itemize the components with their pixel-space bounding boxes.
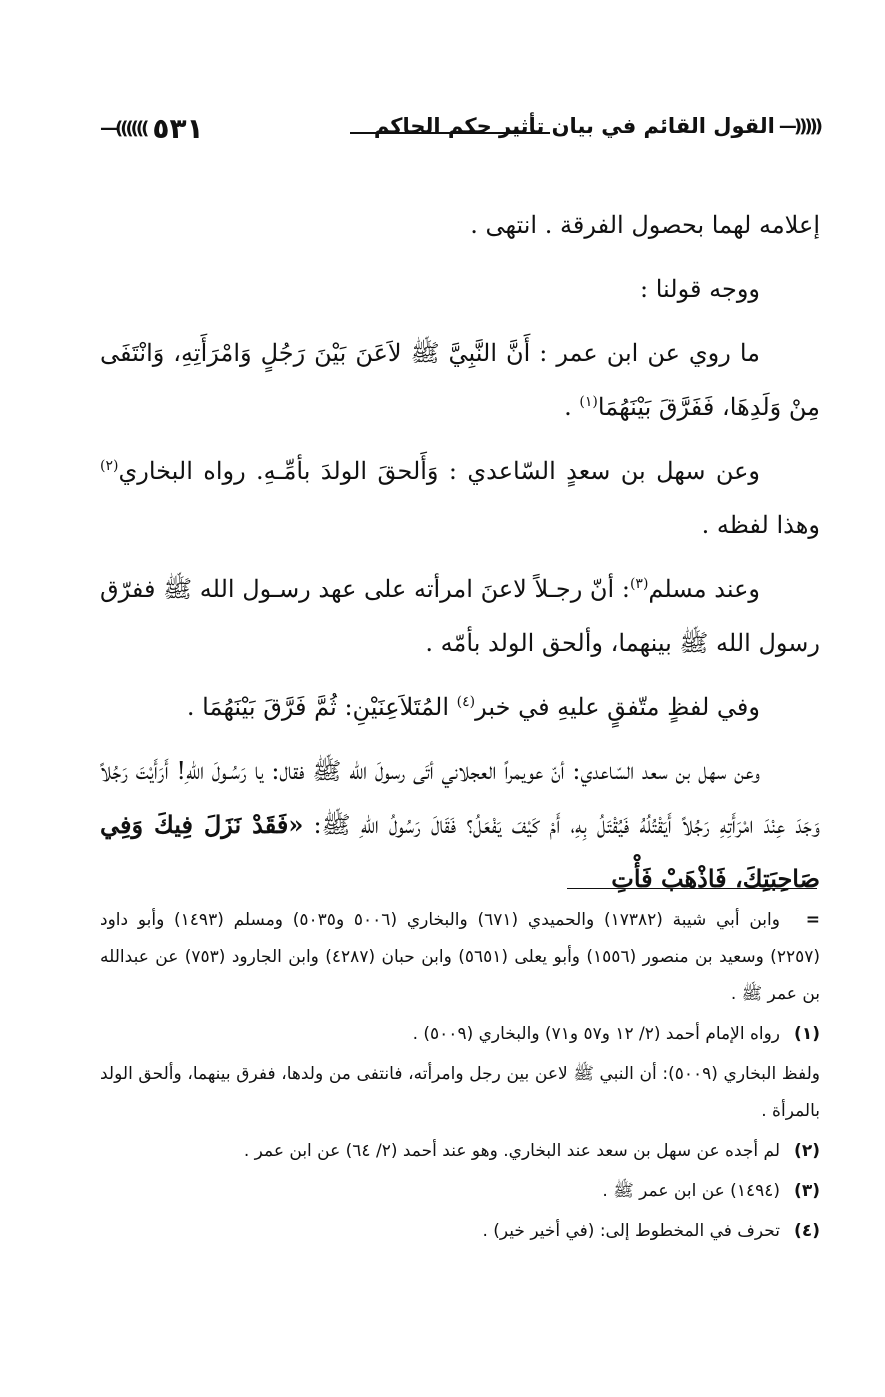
paragraph-7-text: وعن سهل بن سعد السّاعدي: أنّ عويمراً العجلاني أتَى رسولَ الله ﷺ فقال: يا رَسُـولَ اللهِ! أَرَأَيْتَ رَجُلاً وَجَدَ عِنْدَ امْرَأَتِهِ رَجُلاً أَيَقْتُلُهُ فَيُقْتَلُ بِهِ، أَمْ كَيْفَ يَفْعَلُ؟ فَقَالَ رَسُولُ اللهِ ﷺ: [100,757,820,839]
paragraph-6 [100,680,820,734]
footnote-marker-2: (٢) [794,1141,820,1161]
footnote-2 [100,1133,820,1170]
book-title-group [374,114,820,138]
footnote-1-continued: ولفظ البخاري (٥٠٠٩): أن النبي ﷺ لاعن بين رجل وامرأته، فانتفى من ولدها، ففرق بينهما، وألحق الولد بالمرأة . [100,1064,820,1121]
footnote-separator [567,888,817,889]
running-header [100,112,820,152]
footnote-marker-continuation: = [805,910,820,930]
header-ornament-right: (((((— [778,115,820,137]
paragraph-4-end: وهذا لفظه . [701,511,820,539]
footnote-3-text: (١٤٩٤) عن ابن عمر ﷺ . [602,1181,780,1201]
page-number-group [100,112,204,145]
footnote-ref-4: (٤) [456,694,476,710]
footnote-3 [100,1173,820,1210]
footnote-marker-1: (١) [794,1024,820,1044]
footnote-1-text: رواه الإمام أحمد (٢/ ١٢ و٥٧ و٧١) والبخاري (٥٠٠٩) . [412,1024,780,1044]
footnote-ref-1: (١) [579,394,598,410]
paragraph-6-end: المُتَلاَعِنَيْنِ: ثُمَّ فَرَّقَ بَيْنَهُمَا . [186,693,457,721]
paragraph-1: إعلامه لهما بحصول الفرقة . انتهى . [470,211,820,239]
book-title: القول القائم في بيان تأثير حكم الحاكم [373,114,775,138]
paragraph-2: ووجه قولنا : [640,275,760,303]
main-text [100,198,820,916]
paragraph-3-text: ما روي عن ابن عمر : أَنَّ النَّبِيَّ ﷺ لاَعَنَ بَيْنَ رَجُلٍ وَامْرَأَتِهِ، وَانْتَفَى مِنْ وَلَدِهَا، فَفَرَّقَ بَيْنَهُمَا [100,339,820,421]
paragraph-5-end: : أنّ رجـلاً لاعنَ امرأته على عهد رسـول الله ﷺ ففرّق رسول الله ﷺ بينهما، وألحق الولد بأمّه . [100,575,820,657]
footnote-4 [100,1213,820,1250]
footnote-ref-3: (٣) [629,576,649,592]
footnote-continuation [100,902,820,1013]
paragraph-5-start: وعند مسلم [648,575,761,603]
paragraph-4-text: وعن سهل بن سعدٍ السّاعدي : وَأَلحقَ الولدَ بأمِّـهِ. رواه البخاري [118,457,760,485]
paragraph-4 [100,444,820,552]
footnote-1 [100,1016,820,1053]
footnote-marker-4: (٤) [794,1221,820,1241]
page-number: ٥٣١ [152,112,204,145]
paragraph-3 [100,326,820,434]
footnote-4-text: تحرف في المخطوط إلى: (في أخير خير) . [482,1221,780,1241]
footnotes [100,902,820,1253]
footnote-continuation-text: وابن أبي شيبة (١٧٣٨٢) والحميدي (٦٧١) والبخاري (٥٠٠٦ و٥٠٣٥) ومسلم (١٤٩٣) وأبو داود (٢٢٥٧) وسعيد بن منصور (١٥٥٦) وأبو يعلى (٥٦٥١) وابن حبان (٤٢٨٧) وابن الجارود (٧٥٣) عن عبدالله بن عمر ﷺ . [100,910,820,1004]
prophet-quote: «فَقَدْ نَزَلَ فِيكَ وَفِي صَاحِبَتِكَ، فَاذْهَبْ فَأْتِ [100,810,820,893]
paragraph-5 [100,562,820,670]
footnote-marker-3: (٣) [794,1181,820,1201]
paragraph-3-end: . [564,393,580,421]
footnote-ref-2: (٢) [100,458,119,474]
paragraph-6-start: وفي لفظٍ متّفقٍ عليهِ في خبر [475,693,760,721]
footnote-2-text: لم أجده عن سهل بن سعد عند البخاري. وهو عند أحمد (٢/ ٦٤) عن ابن عمر . [243,1141,780,1161]
paragraph-7 [100,744,820,906]
header-ornament-left: —(((((( [100,118,147,139]
